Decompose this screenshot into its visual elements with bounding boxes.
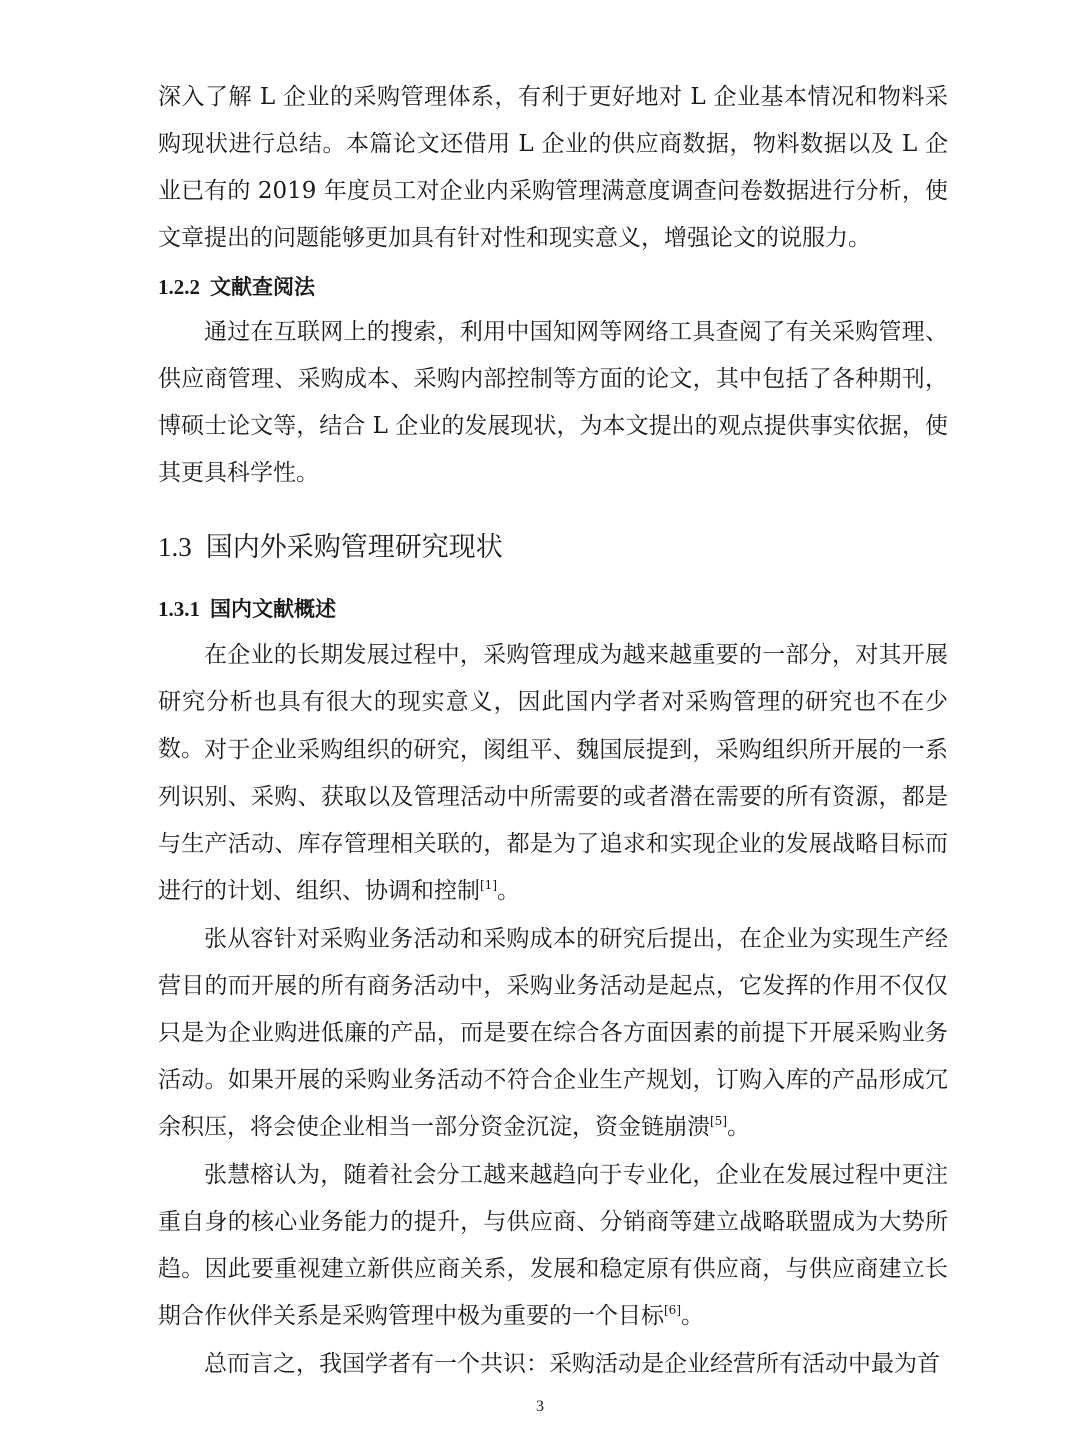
subsection-number: 1.3.1 xyxy=(158,597,200,621)
paragraph-text: 张从容针对采购业务活动和采购成本的研究后提出，在企业为实现生产经营目的而开展的所有商务活动中，采购业务活动是起点，它发挥的作用不仅仅只是为企业购进低廉的产品，而是要在综合各方面因素的前提下开展采购业务活动。如果开展的采购业务活动不符合企业生产规划，订购入库的产品形成冗余积压，将会使企业相当一部分资金沉淀，资金链崩溃 xyxy=(158,926,948,1140)
paragraph-text: 张慧榕认为，随着社会分工越来越趋向于专业化，企业在发展过程中更注重自身的核心业务能力的提升，与供应商、分销商等建立战略联盟成为大势所趋。因此要重视建立新供应商关系，发展和稳定原有供应商，与供应商建立长期合作伙伴关系是采购管理中极为重要的一个目标 xyxy=(158,1162,948,1329)
paragraph-text: 对于企业采购组织的研究，阂组平、魏国辰提到，采购组织所开展的一系列识别、采购、获取以及管理活动中所需要的或者潜在需要的所有资源，都是与生产活动、库存管理相关联的，都是为了追求和实现企业的发展战略目标而进行的计划、组织、协调和控制 xyxy=(158,737,948,904)
paragraph-end: 。 xyxy=(681,1303,704,1329)
paragraph-summary: 总而言之，我国学者有一个共识：采购活动是企业经营所有活动中最为首 xyxy=(204,1351,940,1377)
paragraph-literature-review-method: 通过在互联网上的搜索，利用中国知网等网络工具查阅了有关采购管理、供应商管理、采购成本、采购内部控制等方面的论文，其中包括了各种期刊，博硕士论文等，结合 L 企业的发展现状，为本文提出的观点提供事实依据，使其更具科学性。 xyxy=(158,319,948,486)
paragraph-procurement-organization xyxy=(158,727,948,915)
paragraph-methods-data: 深入了解 L 企业的采购管理体系，有利于更好地对 L 企业基本情况和物料采购现状进行总结。本篇论文还借用 L 企业的供应商数据，物料数据以及 L 企业已有的 2019 年度员工对企业内采购管理满意度调查问卷数据进行分析，使文章提出的问题能够更加具有针对性和现实意义，增强论文的说服力。 xyxy=(158,84,948,251)
section-title: 国内外采购管理研究现状 xyxy=(205,532,503,563)
paragraph-end: 。 xyxy=(497,878,520,904)
paragraph-end: 。 xyxy=(727,1114,750,1140)
citation-reference: [6] xyxy=(664,1303,681,1317)
page-number: 3 xyxy=(536,1398,544,1415)
citation-reference: [1] xyxy=(480,878,497,892)
section-number: 1.3 xyxy=(158,532,192,562)
subsection-title: 文献查阅法 xyxy=(210,275,315,299)
subsection-heading-1-2-2 xyxy=(158,272,315,302)
citation-reference: [5] xyxy=(710,1114,727,1128)
paragraph-supplier-alliance xyxy=(158,1152,948,1340)
paragraph-procurement-cost xyxy=(158,916,948,1151)
section-heading-1-3 xyxy=(158,528,503,567)
subsection-number: 1.2.2 xyxy=(158,275,200,299)
subsection-heading-1-3-1 xyxy=(158,594,336,624)
paragraph-domestic-intro: 在企业的长期发展过程中，采购管理成为越来越重要的一部分，对其开展研究分析也具有很大的现实意义，因此国内学者对采购管理的研究也不在少数。 xyxy=(158,642,948,762)
subsection-title: 国内文献概述 xyxy=(210,597,336,621)
